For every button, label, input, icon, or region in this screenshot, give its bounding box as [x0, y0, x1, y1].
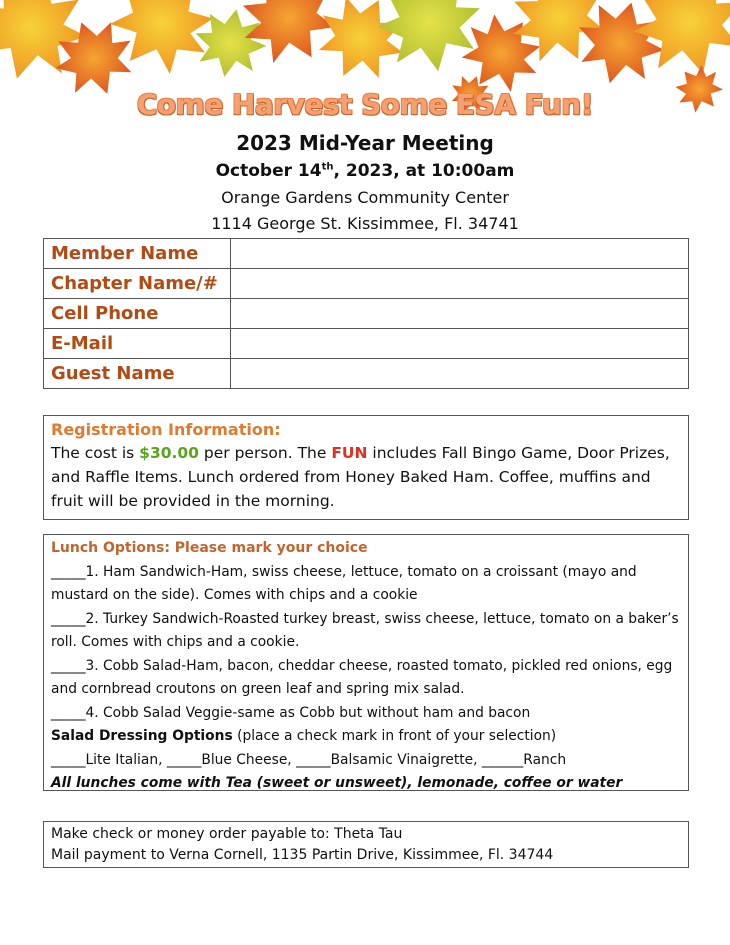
lunch-title: Lunch Options: Please mark your choice	[51, 540, 368, 556]
email-label: E-Mail	[44, 329, 231, 359]
cell-phone-field[interactable]	[231, 299, 689, 329]
guest-name-label: Guest Name	[44, 359, 231, 389]
lunch-option-4[interactable]: _____4. Cobb Salad Veggie-same as Cobb but without ham and bacon	[51, 704, 531, 721]
salad-dressing-options[interactable]: _____Lite Italian, _____Blue Cheese, _____Balsamic Vinaigrette, ______Ranch	[51, 751, 567, 768]
venue-address: 1114 George St. Kissimmee, Fl. 34741	[211, 214, 519, 233]
fun-text: FUN	[331, 444, 368, 462]
lunch-option-2[interactable]: _____2. Turkey Sandwich-Roasted turkey breast, swiss cheese, lettuce, tomato on a baker’s roll. Comes with chips and a cookie.	[51, 610, 679, 650]
price: $30.00	[139, 444, 199, 462]
form-row	[44, 329, 689, 359]
form-row	[44, 299, 689, 329]
member-info-form	[43, 238, 689, 389]
event-banner: Come Harvest Some ESA Fun!	[136, 88, 594, 121]
lunch-option-3[interactable]: _____3. Cobb Salad-Ham, bacon, cheddar cheese, roasted tomato, pickled red onions, egg and cornbread croutons on green leaf and spring mix salad.	[51, 657, 673, 697]
lunch-option-1[interactable]: _____1. Ham Sandwich-Ham, swiss cheese, lettuce, tomato on a croissant (mayo and mustard on the side). Comes with chips and a cookie	[51, 563, 637, 603]
email-field[interactable]	[231, 329, 689, 359]
chapter-name-field[interactable]	[231, 269, 689, 299]
guest-name-field[interactable]	[231, 359, 689, 389]
lunch-options-box	[43, 534, 689, 791]
form-row	[44, 359, 689, 389]
form-row	[44, 239, 689, 269]
registration-info-box	[43, 415, 689, 520]
salad-dressing-heading: Salad Dressing Options (place a check mark in front of your selection)	[51, 728, 557, 744]
registration-text: The cost is $30.00 per person. The FUN includes Fall Bingo Game, Door Prizes, and Raffle Items. Lunch ordered from Honey Baked Ham. Coffee, muffins and fruit will be provided in the morning.	[51, 444, 670, 510]
payment-mail-address: Mail payment to Verna Cornell, 1135 Partin Drive, Kissimmee, Fl. 34744	[51, 847, 554, 863]
payment-payable: Make check or money order payable to: Theta Tau	[51, 826, 403, 842]
member-name-label: Member Name	[44, 239, 231, 269]
venue-name: Orange Gardens Community Center	[221, 188, 509, 207]
cell-phone-label: Cell Phone	[44, 299, 231, 329]
payment-info-box	[43, 821, 689, 868]
lunch-drinks-note: All lunches come with Tea (sweet or unsweet), lemonade, coffee or water	[51, 775, 623, 791]
member-name-field[interactable]	[231, 239, 689, 269]
registration-title: Registration Information:	[51, 420, 281, 439]
form-row	[44, 269, 689, 299]
meeting-title: 2023 Mid-Year Meeting	[236, 131, 494, 155]
meeting-date: October 14th, 2023, at 10:00am	[215, 161, 515, 181]
chapter-name-label: Chapter Name/#	[44, 269, 231, 299]
